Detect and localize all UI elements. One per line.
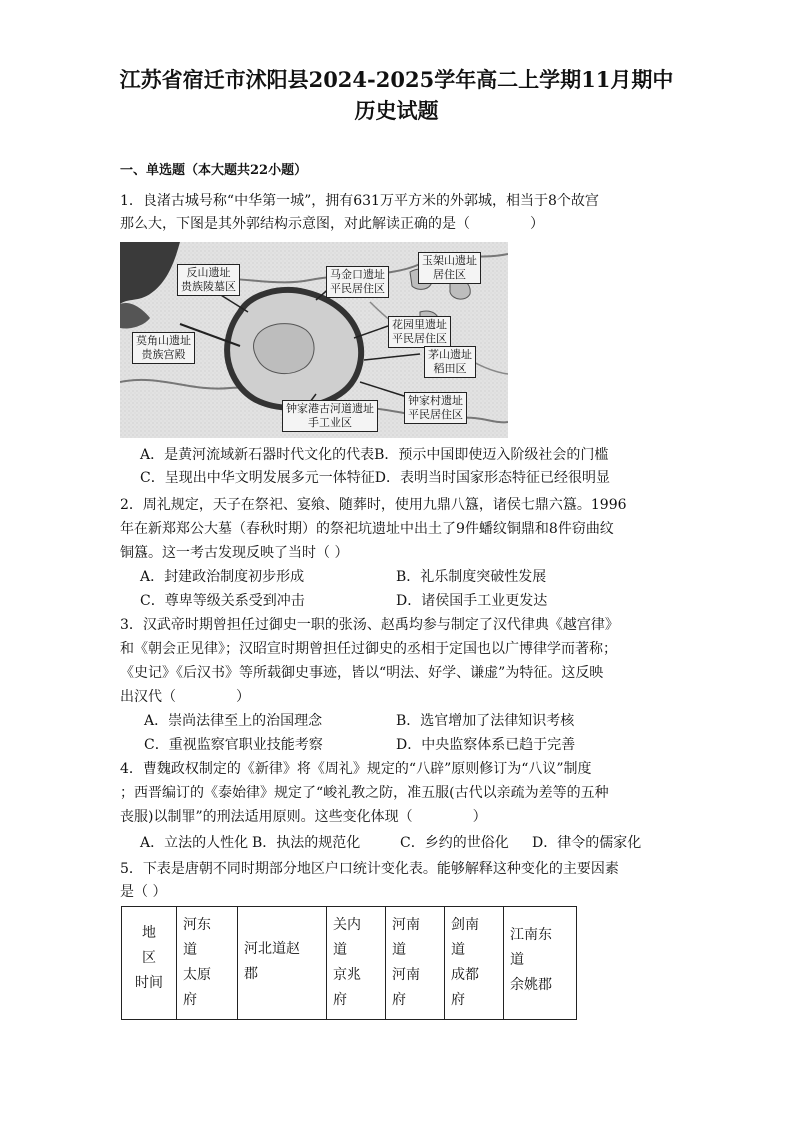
map-label-zhongjiacun — [404, 392, 467, 424]
title-line-1: 江苏省宿迁市沭阳县2024-2025学年高二上学期11月期中 — [119, 67, 674, 92]
q1-paren-close: ） — [530, 216, 544, 232]
cell-line: 地 — [142, 925, 156, 941]
q2-option-d[interactable]: D．诸侯国手工业更发达 — [396, 593, 548, 609]
table-header-cell-taiyuan — [177, 907, 238, 1020]
table-header-cell-henan — [386, 907, 445, 1020]
cell-line: 府 — [183, 992, 197, 1008]
table-header-cell-chengdu — [445, 907, 504, 1020]
q2-line-1: 2．周礼规定，天子在祭祀、宴飨、随葬时，使用九鼎八簋，诸侯七鼎六簋。1996 — [120, 497, 627, 513]
cell-line: 时间 — [135, 975, 163, 991]
q1-option-a[interactable]: A．是黄河流域新石器时代文化的代表 — [140, 447, 375, 463]
map-label-mojiaoshan-text: 莫角山遗址 贵族宫殿 — [136, 334, 191, 361]
q4-stem-end: 丧服)以制罪”的刑法适用原则。这些变化体现（ — [120, 809, 413, 825]
q4-option-d[interactable]: D．律令的儒家化 — [532, 835, 642, 851]
map-label-zhongjiacun-text: 钟家村遗址 平民居住区 — [408, 394, 463, 421]
cell-line: 道 — [451, 942, 465, 958]
cell-line: 府 — [451, 992, 465, 1008]
q3-option-a[interactable]: A．崇尚法律至上的治国理念 — [144, 713, 323, 729]
q1-line-2 — [120, 213, 544, 235]
q1-option-b[interactable]: B．预示中国即使迈入阶级社会的门槛 — [374, 447, 609, 463]
cell-line: 余姚郡 — [510, 977, 552, 993]
cell-line: 府 — [333, 992, 347, 1008]
q4-line-3 — [120, 806, 487, 828]
map-label-zhongjiagang — [282, 400, 378, 432]
q4-option-a[interactable]: A．立法的人性化 — [140, 835, 249, 851]
table-header-cell-yuyao — [504, 907, 577, 1020]
q1-options-row-2 — [140, 467, 610, 489]
cell-line: 区 — [142, 950, 156, 966]
map-label-huayuanli — [388, 316, 451, 348]
cell-line: 成都 — [451, 967, 479, 983]
map-label-huayuanli-text: 花园里遗址 平民居住区 — [392, 318, 447, 345]
cell-line: 剑南 — [451, 917, 479, 933]
cell-line: 江南东 — [510, 927, 552, 943]
q3-line-3: 《史记》《后汉书》等所载御史事迹，皆以“明法、好学、谦虚”为特征。这反映 — [120, 665, 604, 681]
q2-option-b[interactable]: B．礼乐制度突破性发展 — [396, 569, 547, 585]
cell-line: 府 — [392, 992, 406, 1008]
map-label-mojiaoshan — [132, 332, 195, 364]
map-label-fanshan-text: 反山遗址 贵族陵墓区 — [181, 266, 236, 293]
page-title — [100, 64, 693, 126]
map-label-maoshan-text: 茅山遗址 稻田区 — [428, 348, 472, 375]
map-label-yujiashan-text: 玉架山遗址 居住区 — [422, 254, 477, 281]
q2-line-2: 年在新郑郑公大墓（春秋时期）的祭祀坑遗址中出土了9件蟠纹铜鼎和8件窃曲纹 — [120, 521, 614, 537]
q1-options-row-1 — [140, 444, 608, 466]
q4-option-c[interactable]: C．乡约的世俗化 — [400, 835, 509, 851]
q3-line-4 — [120, 686, 250, 708]
cell-line: 郡 — [244, 966, 258, 982]
table-header-cell-zhaojun — [238, 907, 327, 1020]
title-line-2: 历史试题 — [354, 98, 439, 123]
q4-line-1: 4．曹魏政权制定的《新律》将《周礼》规定的“八辟”原则修订为“八议”制度 — [120, 761, 592, 777]
q3-option-b[interactable]: B．选官增加了法律知识考核 — [396, 713, 575, 729]
table-header-row — [122, 907, 577, 1020]
cell-line: 河南 — [392, 967, 420, 983]
cell-line: 道 — [392, 942, 406, 958]
map-label-majinkou — [326, 266, 389, 298]
q4-option-b[interactable]: B．执法的规范化 — [252, 835, 361, 851]
q4-paren-close: ） — [472, 809, 487, 825]
q3-line-1: 3．汉武帝时期曾担任过御史一职的张汤、赵禹均参与制定了汉代律典《越宫律》 — [120, 617, 619, 633]
q1-option-d[interactable]: D．表明当时国家形态特征已经很明显 — [374, 470, 610, 486]
table-header-cell-jingzhao — [327, 907, 386, 1020]
cell-line: 河南 — [392, 917, 420, 933]
q5-line-2: 是（ ） — [120, 884, 167, 900]
q3-option-c[interactable]: C．重视监察官职业技能考察 — [144, 737, 323, 753]
cell-line: 道 — [183, 942, 197, 958]
q3-option-d[interactable]: D．中央监察体系已趋于完善 — [396, 737, 576, 753]
q2-line-3: 铜簋。这一考古发现反映了当时（ ） — [120, 545, 349, 561]
q3-stem-end: 出汉代（ — [120, 689, 176, 705]
q2-option-c[interactable]: C．尊卑等级关系受到冲击 — [140, 593, 305, 609]
q3-line-2: 和《朝会正见律》；汉昭宣时期曾担任过御史的丞相于定国也以广博律学而著称； — [120, 641, 617, 657]
map-label-yujiashan — [418, 252, 481, 284]
cell-line: 河北道赵 — [244, 941, 300, 957]
cell-line: 道 — [510, 952, 524, 968]
q1-option-c[interactable]: C．呈现出中华文明发展多元一体特征 — [140, 470, 375, 486]
map-label-zhongjiagang-text: 钟家港古河道遗址 手工业区 — [286, 402, 374, 429]
cell-line: 太原 — [183, 967, 211, 983]
q3-paren-close: ） — [236, 689, 250, 705]
map-label-majinkou-text: 马金口遗址 平民居住区 — [330, 268, 385, 295]
cell-line: 京兆 — [333, 967, 361, 983]
table-header-cell-region-time — [122, 907, 177, 1020]
liangzhu-city-map — [120, 242, 508, 438]
cell-line: 道 — [333, 942, 347, 958]
cell-line: 河东 — [183, 917, 211, 933]
map-label-maoshan — [424, 346, 476, 378]
q1-stem-end: 那么大，下图是其外郭结构示意图，对此解读正确的是（ — [120, 216, 470, 232]
map-label-fanshan — [177, 264, 240, 296]
q2-option-a[interactable]: A．封建政治制度初步形成 — [140, 569, 305, 585]
q5-line-1: 5．下表是唐朝不同时期部分地区户口统计变化表。能够解释这种变化的主要因素 — [120, 861, 619, 877]
q1-line-1: 1．良渚古城号称“中华第一城”，拥有631万平方米的外郭城，相当于8个故宫 — [120, 193, 599, 209]
population-table — [121, 906, 577, 1020]
q4-line-2: ；西晋编订的《泰始律》规定了“峻礼教之防，准五服(古代以亲疏为差等的五种 — [120, 785, 609, 801]
section-heading: 一、单选题（本大题共22小题） — [120, 163, 308, 178]
cell-line: 关内 — [333, 917, 361, 933]
